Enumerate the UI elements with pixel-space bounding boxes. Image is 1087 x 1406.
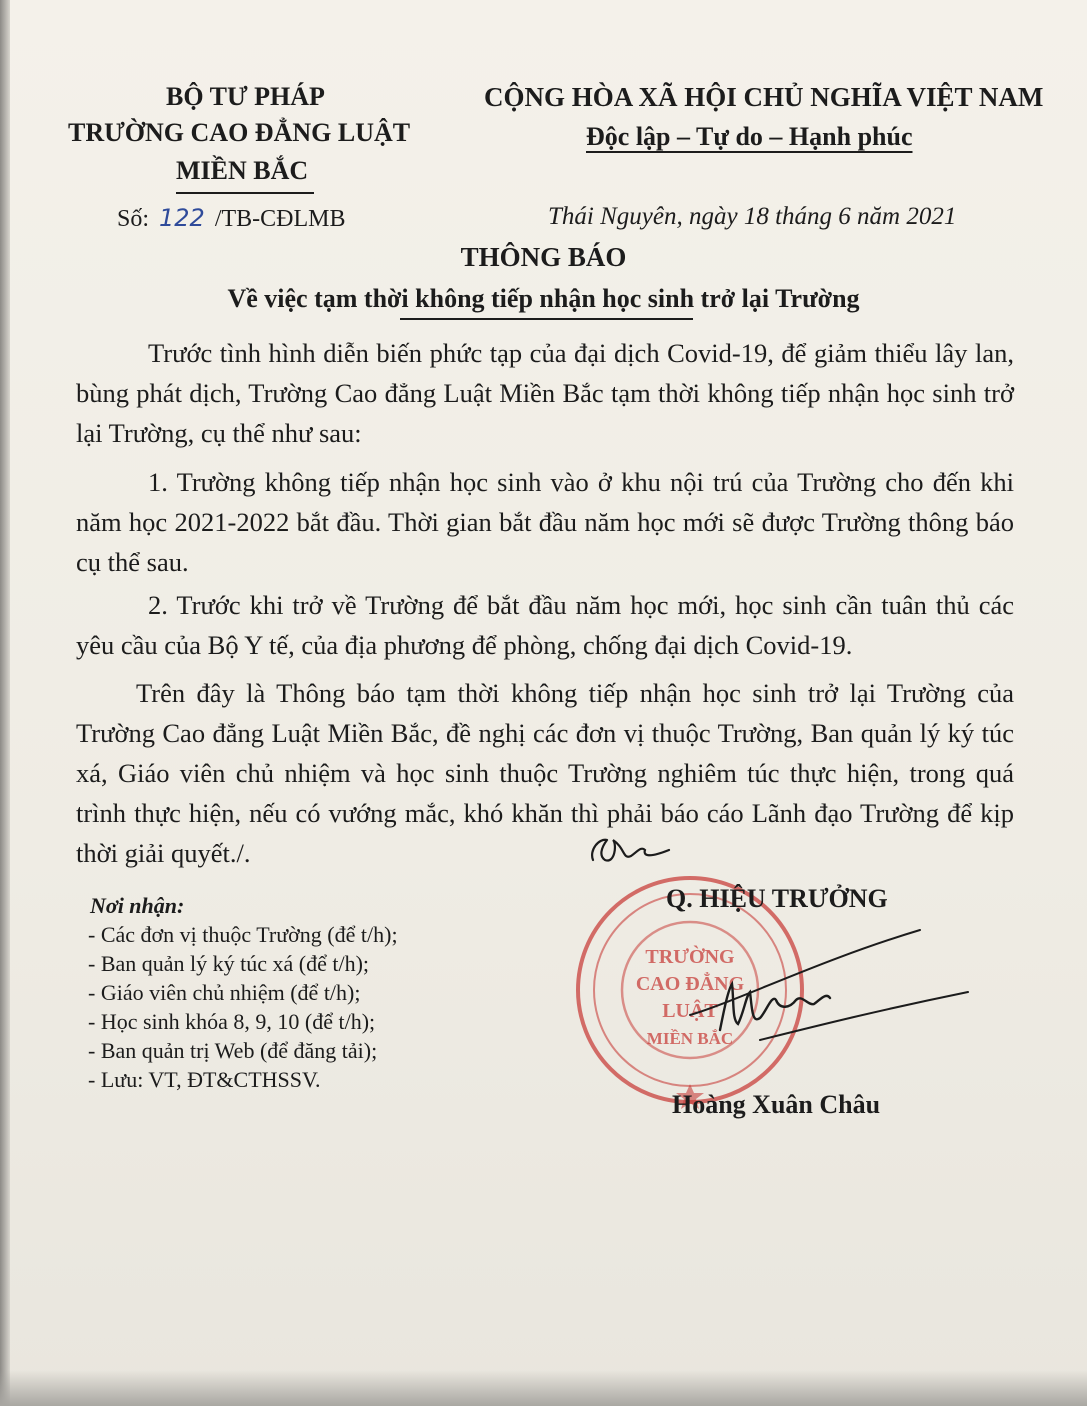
recipient-item: - Học sinh khóa 8, 9, 10 (để t/h); [88, 1009, 376, 1034]
body-item-1: 1. Trường không tiếp nhận học sinh vào ở khu nội trú của Trường cho đến khi năm học 2021-2022 bắt đầu. Thời gian bắt đầu năm học mới sẽ được Trường thông báo cụ thể sau. [76, 467, 1014, 577]
handwritten-signature [680, 920, 980, 1060]
doc-number-handwritten: 122 [159, 204, 205, 232]
doc-number-suffix: /TB-CĐLMB [214, 206, 346, 232]
doc-number-prefix: Số: [117, 206, 150, 232]
place-and-date: Thái Nguyên, ngày 18 tháng 6 năm 2021 [548, 203, 957, 230]
subject-underline [400, 318, 693, 320]
recipient-item: - Ban quản trị Web (để đăng tải); [88, 1038, 378, 1063]
stamp-text-line3: LUẬT [662, 1000, 718, 1022]
recipient-item: - Lưu: VT, ĐT&CTHSSV. [88, 1067, 321, 1092]
stamp-text-line1: TRƯỜNG [645, 946, 735, 968]
stamp-text-line2: CAO ĐẲNG [635, 973, 745, 995]
signatory-name: Hoàng Xuân Châu [672, 1090, 881, 1119]
national-motto: Độc lập – Tự do – Hạnh phúc [586, 122, 913, 151]
body-item-2: 2. Trước khi trở về Trường để bắt đầu năm học mới, học sinh cần tuân thủ các yêu cầu của Bộ Y tế, của địa phương để phòng, chống đại dịch Covid-19. [76, 590, 1014, 660]
nation-title: CỘNG HÒA XÃ HỘI CHỦ NGHĨA VIỆT NAM [484, 82, 1044, 112]
document-title: THÔNG BÁO [460, 242, 627, 272]
recipient-item: - Ban quản lý ký túc xá (để t/h); [88, 951, 370, 976]
recipient-item: - Các đơn vị thuộc Trường (để t/h); [88, 922, 398, 947]
body-intro: Trước tình hình diễn biến phức tạp của đại dịch Covid-19, để giảm thiểu lây lan, bùng phát dịch, Trường Cao đẳng Luật Miền Bắc tạm thời không tiếp nhận học sinh trở lại Trường, cụ thể như sau: [76, 338, 1014, 448]
page-bottom-shadow [0, 1370, 1087, 1406]
signatory-title: Q. HIỆU TRƯỞNG [666, 884, 888, 913]
handwritten-initial [585, 830, 675, 870]
recipient-item: - Giáo viên chủ nhiệm (để t/h); [88, 980, 361, 1005]
header-divider-left [176, 192, 314, 194]
body-closing: Trên đây là Thông báo tạm thời không tiếp nhận học sinh trở lại Trường của Trường Cao đẳng Luật Miền Bắc, đề nghị các đơn vị thuộc Trường, Ban quản lý ký túc xá, Giáo viên chủ nhiệm và học sinh thuộc Trường nghiêm túc thực hiện, trong quá trình thực hiện, nếu có vướng mắc, khó khăn thì phải báo cáo Lãnh đạo Trường để kịp thời giải quyết./. [76, 678, 1014, 868]
recipients-list [88, 920, 398, 1094]
stamp-text-line4: MIỀN BẮC [646, 1029, 734, 1048]
document-subject: Về việc tạm thời không tiếp nhận học sinh trở lại Trường [227, 284, 860, 313]
school-name: TRƯỜNG CAO ĐẲNG LUẬT [68, 118, 411, 147]
document-number [117, 204, 346, 233]
page-edge-shadow [0, 0, 10, 1406]
school-region: MIỀN BẮC [176, 156, 309, 185]
ministry-name: BỘ TƯ PHÁP [166, 82, 325, 111]
recipients-title: Nơi nhận: [90, 893, 185, 918]
